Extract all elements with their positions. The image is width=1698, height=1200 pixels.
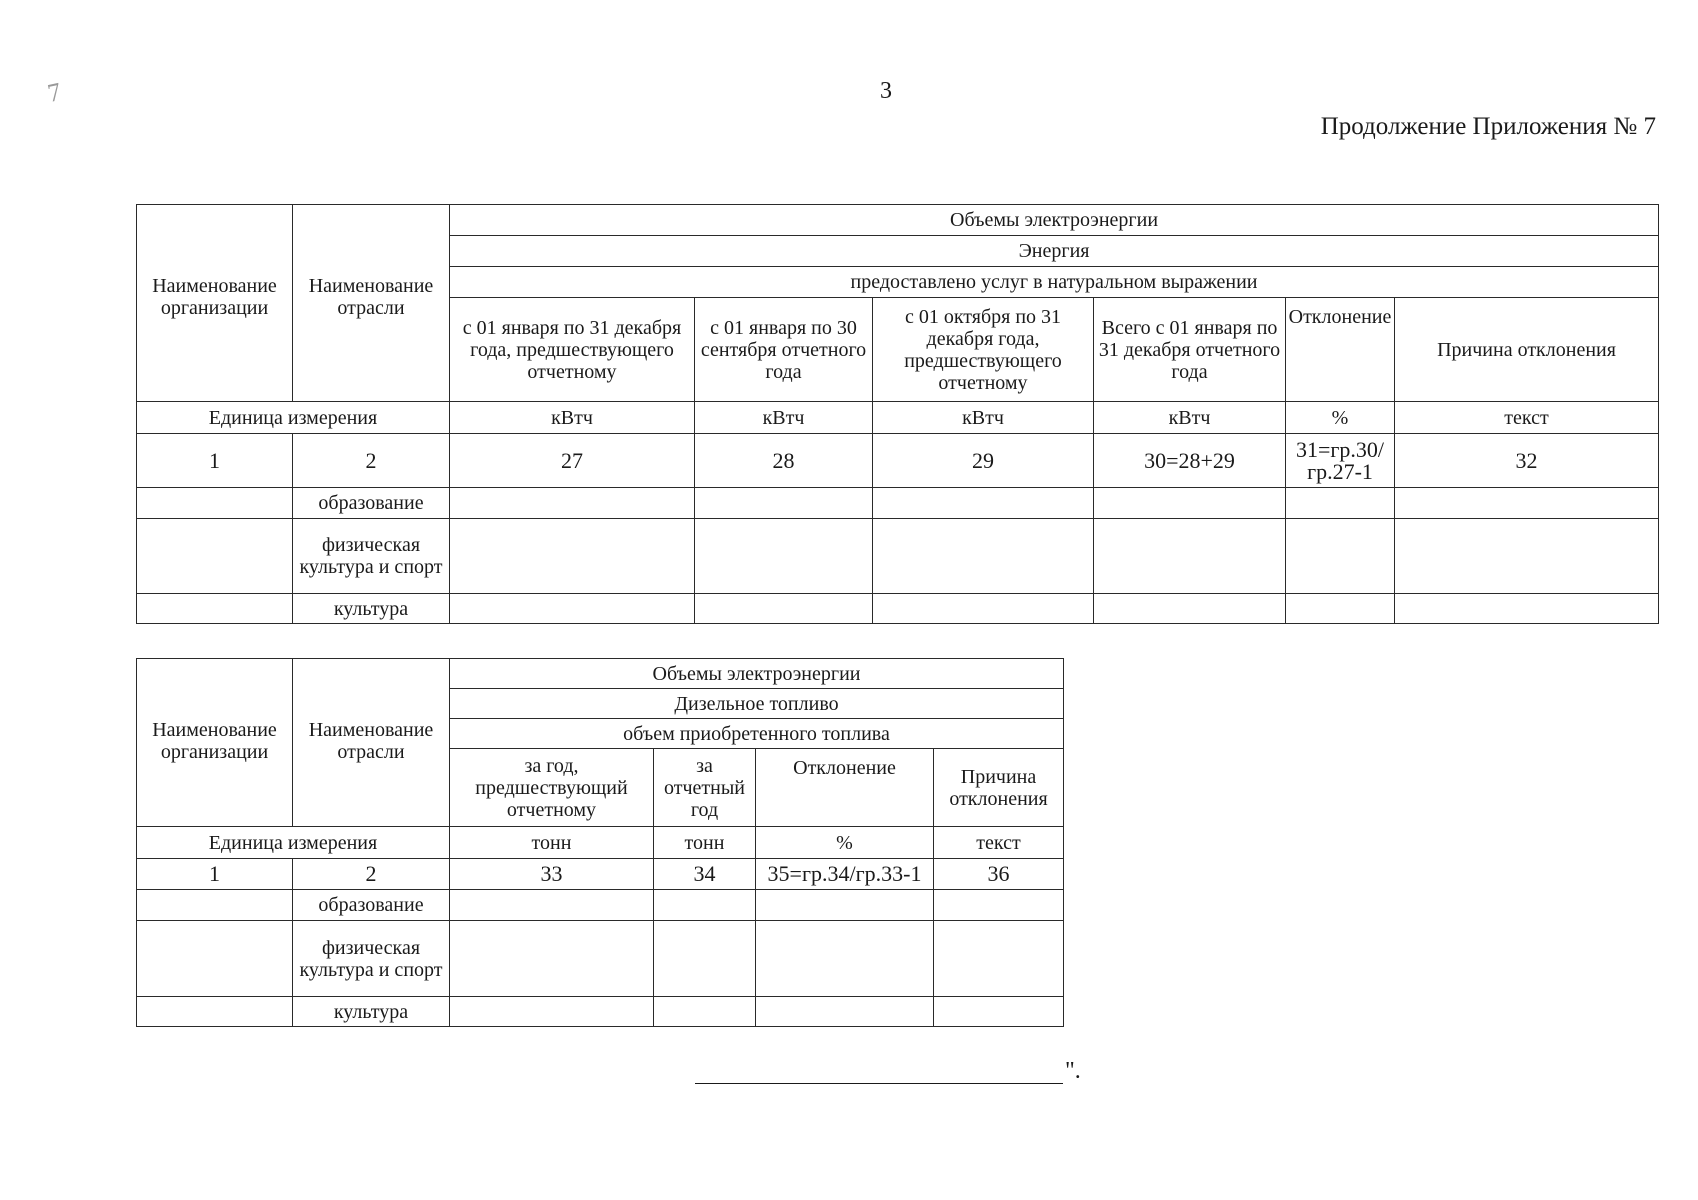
column-header: с 01 января по 30 сентября отчетного года (695, 298, 873, 402)
column-header: Всего с 01 января по 31 декабря отчетного года (1094, 298, 1286, 402)
subgroup-title: Энергия (450, 236, 1659, 267)
header-sector: Наименование отрасли (293, 205, 450, 402)
column-header: Причина отклонения (1395, 298, 1659, 402)
sector-name: культура (293, 594, 450, 624)
column-number: 2 (293, 859, 450, 890)
unit-cell: тонн (654, 827, 756, 859)
subgroup-title: Дизельное топливо (450, 689, 1064, 719)
column-header: с 01 октября по 31 декабря года, предшествующего отчетному (873, 298, 1094, 402)
column-number: 34 (654, 859, 756, 890)
page-number: 3 (880, 78, 892, 104)
unit-label: Единица измерения (137, 402, 450, 434)
column-number: 28 (695, 434, 873, 488)
closing-quote: ". (1065, 1058, 1081, 1084)
electricity-table (136, 204, 1659, 624)
table-row (137, 890, 1064, 921)
subsubgroup-title: объем приобретенного топлива (450, 719, 1064, 749)
diesel-table (136, 658, 1064, 1027)
column-header: за отчетный год (654, 749, 756, 827)
column-number: 2 (293, 434, 450, 488)
sector-name: физическая культура и спорт (293, 519, 450, 594)
group-title: Объемы электроэнергии (450, 659, 1064, 689)
sector-name: образование (293, 488, 450, 519)
column-header: Причина отклонения (934, 749, 1064, 827)
unit-cell: кВтч (873, 402, 1094, 434)
table-row (137, 519, 1659, 594)
table-row (137, 488, 1659, 519)
unit-cell: кВтч (695, 402, 873, 434)
column-number: 1 (137, 859, 293, 890)
sector-name: культура (293, 997, 450, 1027)
header-organization: Наименование организации (137, 205, 293, 402)
subsubgroup-title: предоставлено услуг в натуральном выражении (450, 267, 1659, 298)
sector-name: образование (293, 890, 450, 921)
header-organization: Наименование организации (137, 659, 293, 827)
unit-cell: текст (934, 827, 1064, 859)
table-row (137, 997, 1064, 1027)
column-number: 1 (137, 434, 293, 488)
unit-label: Единица измерения (137, 827, 450, 859)
unit-cell: текст (1395, 402, 1659, 434)
table-row (137, 594, 1659, 624)
unit-cell: тонн (450, 827, 654, 859)
signature-line (695, 1083, 1063, 1084)
column-number: 27 (450, 434, 695, 488)
unit-cell: % (1286, 402, 1395, 434)
unit-cell: % (756, 827, 934, 859)
header-sector: Наименование отрасли (293, 659, 450, 827)
sector-name: физическая культура и спорт (293, 921, 450, 997)
column-number: 29 (873, 434, 1094, 488)
column-number: 31=гр.30/ гр.27-1 (1286, 434, 1395, 488)
column-header: с 01 января по 31 декабря года, предшествующего отчетному (450, 298, 695, 402)
column-number: 30=28+29 (1094, 434, 1286, 488)
margin-mark: 7 (45, 76, 64, 109)
column-number: 35=гр.34/гр.33-1 (756, 859, 934, 890)
unit-cell: кВтч (1094, 402, 1286, 434)
column-number: 33 (450, 859, 654, 890)
column-header: за год, предшествующий отчетному (450, 749, 654, 827)
appendix-title: Продолжение Приложения № 7 (1320, 113, 1656, 140)
group-title: Объемы электроэнергии (450, 205, 1659, 236)
column-header: Отклонение (756, 749, 934, 827)
column-number: 36 (934, 859, 1064, 890)
table-row (137, 921, 1064, 997)
column-header: Отклонение (1286, 298, 1395, 402)
column-number: 32 (1395, 434, 1659, 488)
unit-cell: кВтч (450, 402, 695, 434)
